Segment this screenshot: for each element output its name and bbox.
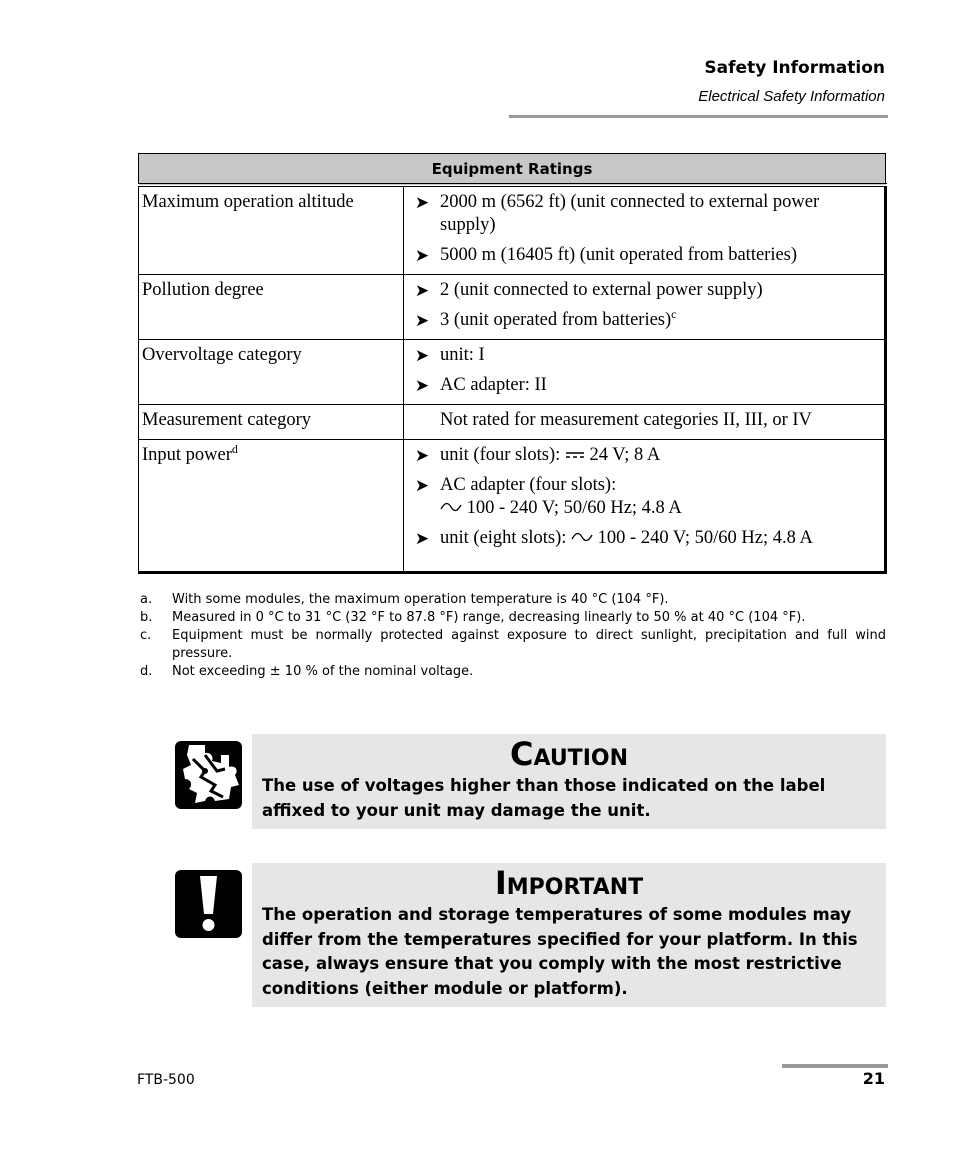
footnote-letter: d. (140, 664, 153, 679)
header-rule (509, 115, 888, 118)
item-text: 100 - 240 V; 50/60 Hz; 4.8 A (462, 498, 682, 518)
row-label (139, 440, 404, 573)
section-subtitle: Electrical Safety Information (698, 88, 885, 105)
table-heading: Equipment Ratings (139, 154, 886, 186)
important-text: The operation and storage temperatures of some modules may differ from the temperatures specified for your platform. In this case, always ensure that you comply with the most restrictive conditions (either module or platform). (262, 905, 858, 998)
footnote (140, 663, 886, 681)
item-text: unit (eight slots): (440, 528, 572, 548)
item-text: unit (four slots): (440, 445, 565, 465)
table-row (139, 275, 886, 340)
footnote (140, 609, 886, 627)
bullet-arrow-icon: ➤ (414, 246, 430, 265)
row-value (404, 440, 886, 573)
row-value (404, 340, 886, 405)
bullet-arrow-icon: ➤ (414, 376, 430, 395)
list-item: 2000 m (6562 ft) (unit connected to external power supply) (440, 192, 820, 235)
equipment-ratings-table (138, 153, 887, 574)
bullet-arrow-icon: ➤ (414, 346, 430, 365)
item-text: 24 V; 8 A (584, 445, 661, 465)
page-number: 21 (862, 1069, 885, 1088)
row-label: Overvoltage category (139, 340, 404, 405)
section-title: Safety Information (704, 58, 885, 78)
list-item (440, 474, 876, 520)
footnote-letter: a. (140, 592, 153, 607)
list-item: 2 (unit connected to external power supply) (440, 280, 763, 300)
list-item: unit: I (440, 345, 485, 365)
row-value (404, 275, 886, 340)
bullet-arrow-icon: ➤ (414, 281, 430, 300)
list-item: 5000 m (16405 ft) (unit operated from batteries) (440, 245, 798, 265)
ac-symbol-icon (571, 532, 593, 542)
product-name: FTB-500 (137, 1072, 195, 1088)
list-item: Not rated for measurement categories II, III, or IV (440, 410, 812, 430)
item-text: 100 - 240 V; 50/60 Hz; 4.8 A (593, 528, 813, 548)
bullet-arrow-icon: ➤ (414, 311, 430, 330)
row-value (404, 185, 886, 275)
row-label: Measurement category (139, 405, 404, 440)
row-label: Pollution degree (139, 275, 404, 340)
footnote-letter: b. (140, 610, 153, 625)
table-row (139, 340, 886, 405)
list-item (440, 306, 876, 332)
label-text: Input power (142, 445, 232, 465)
row-label: Maximum operation altitude (139, 185, 404, 275)
bullet-arrow-icon: ➤ (414, 446, 430, 465)
table-footnotes (140, 591, 886, 681)
list-item (440, 444, 876, 467)
footnote (140, 591, 886, 609)
exclamation-icon (175, 870, 242, 938)
caution-box (252, 734, 886, 829)
bullet-arrow-icon: ➤ (414, 529, 430, 548)
table-row (139, 405, 886, 440)
footnote-text: Not exceeding ± 10 % of the nominal voltage. (172, 664, 474, 679)
caution-text: The use of voltages higher than those indicated on the label affixed to your unit may damage the unit. (262, 776, 826, 820)
important-box (252, 863, 886, 1007)
item-text: AC adapter (four slots): (440, 475, 617, 495)
important-title: Important (494, 864, 644, 902)
footnote-text: With some modules, the maximum operation temperature is 40 °C (104 °F). (172, 592, 669, 607)
footnote-ref: c (671, 306, 677, 321)
row-value (404, 405, 886, 440)
caution-icon (175, 741, 242, 809)
list-item: AC adapter: II (440, 375, 547, 395)
item-text: 3 (unit operated from batteries) (440, 310, 672, 330)
bullet-arrow-icon: ➤ (414, 476, 430, 495)
table-row (139, 440, 886, 573)
bullet-arrow-icon: ➤ (414, 193, 430, 212)
table-header-row (139, 154, 886, 186)
ac-symbol-icon (440, 502, 462, 512)
dc-symbol-icon (565, 450, 585, 460)
table-row (139, 185, 886, 275)
footnote-ref: d (231, 441, 238, 456)
caution-title: Caution (509, 735, 628, 773)
footer-rule (782, 1064, 888, 1068)
footnote-text: Equipment must be normally protected against exposure to direct sunlight, precipitation and full wind pressure. (172, 628, 886, 661)
footnote-letter: c. (140, 628, 152, 643)
list-item (440, 527, 876, 550)
footnote (140, 627, 886, 663)
footnote-text: Measured in 0 °C to 31 °C (32 °F to 87.8 °F) range, decreasing linearly to 50 % at 40 °C (104 °F). (172, 610, 806, 625)
